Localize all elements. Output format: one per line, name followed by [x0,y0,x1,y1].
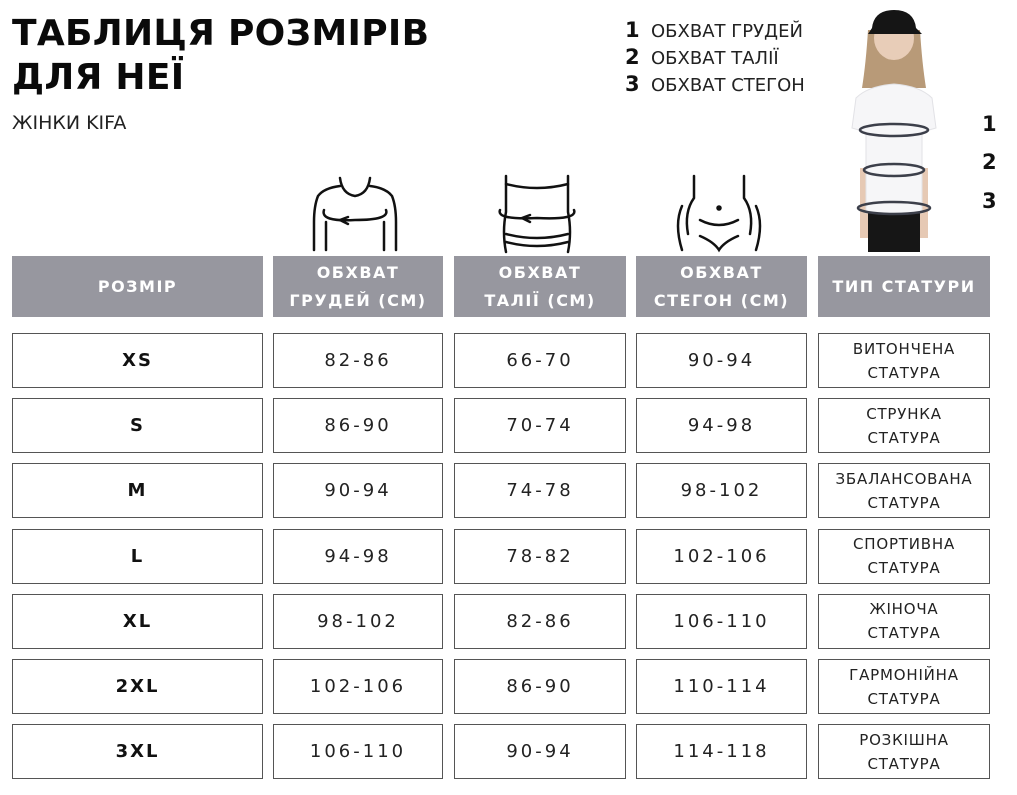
header-label: ОБХВАТ [316,262,400,282]
body-type-line-1: ВИТОНЧЕНА [852,339,956,358]
body-type-line-2: СТАТУРА [867,493,941,512]
hips-value: 94-98 [687,415,756,437]
subtitle: ЖІНКИ KIFA [12,112,127,134]
table-cell-chest [273,333,443,388]
table-cell-body-type [818,463,990,518]
size-value: 3XL [115,741,160,763]
table-cell-body-type [818,594,990,649]
body-type-line-1: ГАРМОНІЙНА [849,665,959,684]
body-type-line-1: СПОРТИВНА [852,535,956,554]
legend-number: 3 [625,72,640,96]
body-type-line-2: СТАТУРА [867,363,941,382]
header-label: ТИП СТАТУРИ [832,276,976,296]
size-value: L [130,545,145,567]
table-cell-chest [273,398,443,453]
column-header-chest [273,256,443,317]
waist-value: 70-74 [506,415,574,437]
table-cell-size [12,529,263,584]
body-type-line-2: СТАТУРА [867,689,941,708]
chest-value: 90-94 [324,480,392,502]
column-header-body-type [818,256,990,317]
header-label: СТЕГОН (СМ) [653,290,790,310]
size-value: XS [122,350,153,371]
legend-label: ОБХВАТ ГРУДЕЙ [651,21,803,42]
table-cell-hips [636,659,807,714]
hips-value: 110-114 [673,676,770,697]
waist-value: 82-86 [506,610,574,632]
table-cell-hips [636,463,807,518]
header-label: ТАЛІЇ (СМ) [484,290,596,310]
hips-value: 114-118 [673,741,770,763]
table-cell-chest [273,724,443,779]
table-cell-hips [636,594,807,649]
legend-item [625,45,805,72]
legend-number: 1 [625,18,640,42]
table-cell-size [12,463,263,518]
figure-marker-1: 1 [982,112,997,136]
title-line-1: ТАБЛИЦЯ РОЗМІРІВ [12,13,430,54]
table-cell-waist [454,333,626,388]
table-cell-hips [636,333,807,388]
waist-value: 86-90 [506,676,574,697]
table-cell-hips [636,529,807,584]
figure-marker-3: 3 [982,189,997,213]
page-title [12,12,429,100]
table-cell-hips [636,724,807,779]
chest-value: 94-98 [324,545,392,567]
body-type-line-1: ЗБАЛАНСОВАНА [835,469,973,488]
chest-value: 98-102 [317,610,399,632]
table-cell-waist [454,398,626,453]
table-cell-waist [454,724,626,779]
table-cell-body-type [818,529,990,584]
column-header-waist [454,256,626,317]
hips-value: 98-102 [680,480,763,502]
table-cell-hips [636,398,807,453]
header-label: РОЗМІР [97,276,178,296]
table-cell-size [12,659,263,714]
hips-value: 106-110 [673,610,770,632]
table-cell-chest [273,659,443,714]
body-type-line-1: РОЗКІШНА [859,730,949,749]
table-cell-body-type [818,398,990,453]
waist-value: 78-82 [506,545,574,567]
waist-value: 90-94 [506,741,574,763]
size-value: S [130,415,145,437]
legend-item [625,18,805,45]
table-cell-size [12,398,263,453]
legend-item [625,72,805,99]
legend-label: ОБХВАТ ТАЛІЇ [651,48,779,69]
table-cell-waist [454,659,626,714]
table-cell-body-type [818,333,990,388]
chest-value: 82-86 [324,350,392,371]
table-cell-size [12,594,263,649]
waist-value: 66-70 [506,350,574,371]
header-label: ОБХВАТ [680,262,763,282]
chest-value: 106-110 [309,741,407,763]
body-type-line-2: СТАТУРА [867,624,941,643]
body-type-line-1: СТРУНКА [866,404,942,423]
table-cell-chest [273,463,443,518]
size-value: XL [122,610,153,632]
header-label: ГРУДЕЙ (СМ) [289,290,427,310]
hips-value: 102-106 [673,545,770,567]
model-figure-image [838,8,950,252]
hips-measure-icon [674,172,764,254]
hips-value: 90-94 [687,350,756,371]
chest-value: 86-90 [324,415,392,437]
legend-label: ОБХВАТ СТЕГОН [651,75,805,96]
column-header-hips [636,256,807,317]
waist-measure-icon [492,172,582,254]
header-label: ОБХВАТ [498,262,582,282]
legend-number: 2 [625,45,640,69]
body-type-line-1: ЖІНОЧА [869,600,939,619]
body-type-line-2: СТАТУРА [867,559,941,578]
figure-marker-2: 2 [982,150,997,174]
table-cell-chest [273,594,443,649]
table-cell-waist [454,463,626,518]
table-cell-size [12,724,263,779]
chest-measure-icon [310,172,400,254]
chest-value: 102-106 [309,676,407,697]
waist-value: 74-78 [506,480,574,502]
column-header-size [12,256,263,317]
table-cell-waist [454,529,626,584]
body-type-line-2: СТАТУРА [867,754,941,773]
body-type-line-2: СТАТУРА [867,428,941,447]
size-value: 2XL [115,676,160,697]
table-cell-waist [454,594,626,649]
size-value: M [127,480,148,502]
title-line-2: ДЛЯ НЕЇ [12,57,185,98]
measurement-legend [625,18,805,99]
table-cell-size [12,333,263,388]
table-cell-chest [273,529,443,584]
table-cell-body-type [818,724,990,779]
table-cell-body-type [818,659,990,714]
